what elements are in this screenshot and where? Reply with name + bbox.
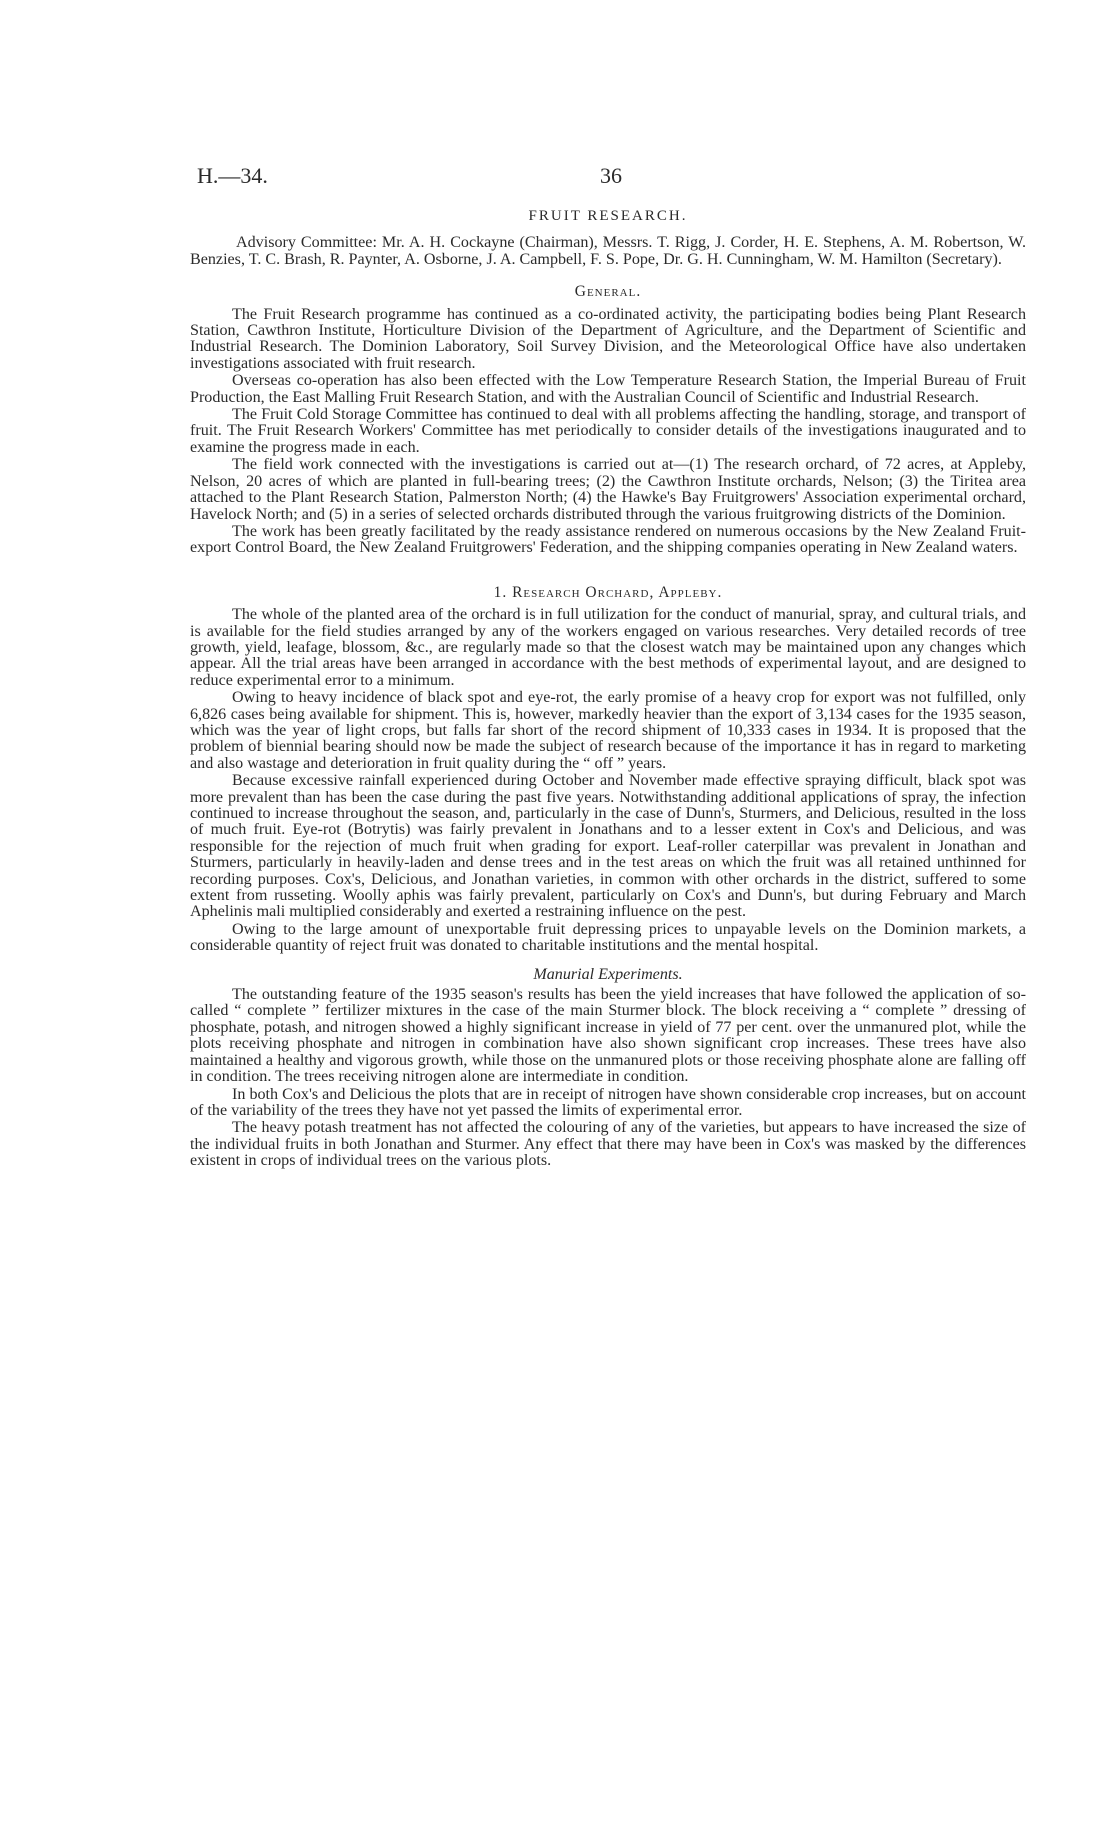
page-number: 36 xyxy=(600,163,622,188)
manurial-paragraph: In both Cox's and Delicious the plots that are in receipt of nitrogen have shown considerable crop increases, but on account of the variability of the trees they have not yet passed the limits of experimental error. xyxy=(190,1085,1026,1119)
manurial-paragraph: The outstanding feature of the 1935 season's results has been the yield increases that have followed the application of so-called “ complete ” fertilizer mixtures in the case of the main Sturmer block. The block receiving a “ complete ” dressing of phosphate, potash, and nitrogen showed a highly significant increase in yield of 77 per cent. over the unmanured plot, while the plots receiving phosphate and nitrogen in combination have also shown significant crop increases. These trees have also maintained a healthy and vigorous growth, while those on the unmanured plots or those receiving phosphate alone are falling off in condition. The trees receiving nitrogen alone are intermediate in condition. xyxy=(190,986,1026,1086)
orchard-paragraph: Owing to heavy incidence of black spot and eye-rot, the early promise of a heavy crop for export was not fulfilled, only 6,826 cases being available for shipment. This is, however, markedly heavier than the export of 3,134 cases for the 1935 season, which was the year of light crops, but falls far short of the record shipment of 10,333 cases in 1934. It is proposed that the problem of biennial bearing should now be made the subject of research because of the importance it has in regard to marketing and also wastage and deterioration in fruit quality during the “ off ” years. xyxy=(190,689,1026,772)
general-paragraph: Overseas co-operation has also been effected with the Low Temperature Research Station, the Imperial Bureau of Fruit Production, the East Malling Fruit Research Station, and with the Australian Council of Scientific and Industrial Research. xyxy=(190,372,1026,406)
general-paragraph: The Fruit Research programme has continued as a co-ordinated activity, the participating bodies being Plant Research Station, Cawthron Institute, Horticulture Division of the Department of Agriculture, and the Department of Scientific and Industrial Research. The Dominion Laboratory, Soil Survey Division, and the Meteorological Office have also undertaken investigations associated with fruit research. xyxy=(190,305,1026,372)
page-header xyxy=(197,163,1017,193)
report-reference: H.—34. xyxy=(197,163,268,188)
page-title: FRUIT RESEARCH. xyxy=(528,208,688,224)
orchard-paragraph: The whole of the planted area of the orchard is in full utilization for the conduct of manurial, spray, and cultural trials, and is available for the field studies arranged by any of the workers engaged on various researches. Very detailed records of tree growth, yield, leafage, blossom, &c., are regularly made so that the closest watch may be maintained upon any changes which appear. All the trial areas have been arranged in accordance with the best methods of experimental layout, and are designed to reduce experimental error to a minimum. xyxy=(190,606,1026,689)
orchard-paragraph: Owing to the large amount of unexportable fruit depressing prices to unpayable levels on the Dominion markets, a considerable quantity of reject fruit was donated to charitable institutions and the mental hospital. xyxy=(190,920,1026,955)
orchard-paragraph: Because excessive rainfall experienced during October and November made effective spraying difficult, black spot was more prevalent than has been the case during the past five years. Notwithstanding additional applications of spray, the infection continued to increase throughout the season, and, particularly in the case of Dunn's, Sturmers, and Delicious, resulted in the loss of much fruit. Eye-rot (Botrytis) was fairly prevalent in Jonathans and to a lesser extent in Cox's and Delicious, and was responsible for the rejection of much fruit when grading for export. Leaf-roller caterpillar was prevalent in Jonathan and Sturmers, particularly in heavily-laden and dense trees and in the test areas on which the fruit was all retained unthinned for recording purposes. Cox's, Delicious, and Jonathan varieties, in common with other orchards in the district, suffered to some extent from russeting. Woolly aphis was fairly prevalent, particularly on Cox's and Dunn's, but during February and March Aphelinis mali multiplied considerably and exerted a restraining influence on the pest. xyxy=(190,772,1026,921)
general-paragraph: The work has been greatly facilitated by the ready assistance rendered on numerous occasions by the New Zealand Fruit-export Control Board, the New Zealand Fruitgrowers' Federation, and the shipping companies operating in New Zealand waters. xyxy=(190,522,1026,557)
general-heading: General. xyxy=(574,283,642,301)
research-orchard-heading: 1. Research Orchard, Appleby. xyxy=(493,583,723,601)
advisory-committee: Advisory Committee: Mr. A. H. Cockayne (Chairman), Messrs. T. Rigg, J. Corder, H. E. Stephens, A. M. Robertson, W. Benzies, T. C. Brash, R. Paynter, A. Osborne, J. A. Campbell, F. S. Pope, Dr. G. H. Cunningham, W. M. Hamilton (Secretary). xyxy=(190,234,1026,268)
general-paragraph: The field work connected with the investigations is carried out at—(1) The research orchard, of 72 acres, at Appleby, Nelson, 20 acres of which are planted in full-bearing trees; (2) the Cawthron Institute orchards, Nelson; (3) the Tiritea area attached to the Plant Research Station, Palmerston North; (4) the Hawke's Bay Fruitgrowers' Association experimental orchard, Havelock North; and (5) in a series of selected orchards distributed through the various fruitgrowing districts of the Dominion. xyxy=(190,456,1026,523)
page-body xyxy=(190,208,1026,1171)
manurial-experiments-heading: Manurial Experiments. xyxy=(533,965,683,983)
general-paragraph: The Fruit Cold Storage Committee has continued to deal with all problems affecting the handling, storage, and transport of fruit. The Fruit Research Workers' Committee has met periodically to consider details of the investigations inaugurated and to examine the progress made in each. xyxy=(190,406,1026,456)
manurial-paragraph: The heavy potash treatment has not affected the colouring of any of the varieties, but appears to have increased the size of the individual fruits in both Jonathan and Sturmer. Any effect that there may have been in Cox's was masked by the differences existent in crops of individual trees on the various plots. xyxy=(190,1119,1026,1170)
